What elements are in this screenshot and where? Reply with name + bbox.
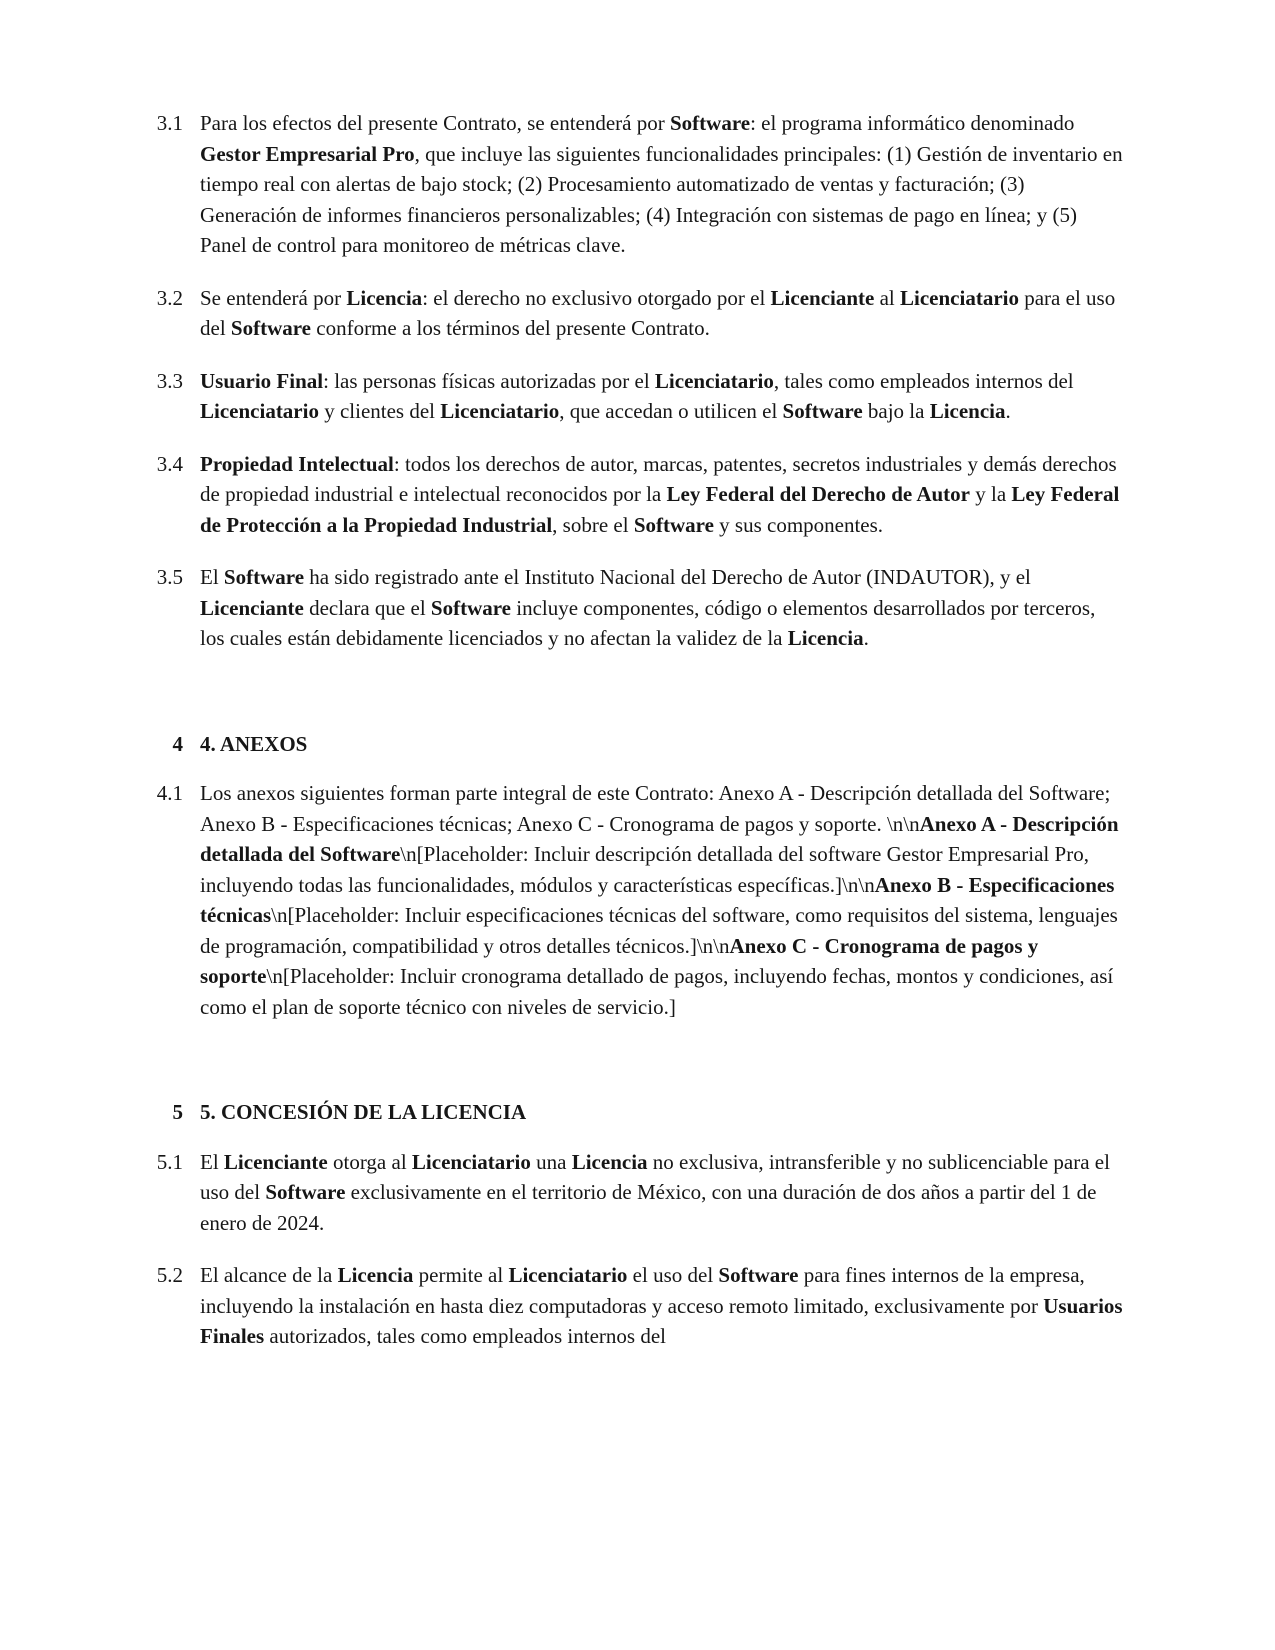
bold-text-run: Software bbox=[230, 316, 311, 340]
clause-number: 4.1 bbox=[156, 781, 183, 805]
text-run: , tales como empleados internos del bbox=[773, 368, 1074, 393]
bold-text-run: Licencia bbox=[787, 626, 864, 650]
section-title bbox=[200, 1097, 1125, 1128]
section-number: 5 bbox=[172, 1100, 183, 1124]
bold-text-run: Software bbox=[265, 1180, 346, 1204]
text-run: , que accedan o utilicen el bbox=[559, 399, 783, 423]
clause-text bbox=[200, 778, 1125, 1022]
bold-text-run: Licenciante bbox=[223, 1149, 328, 1174]
clause bbox=[145, 1260, 1125, 1352]
bold-text-run: Gestor Empresarial Pro bbox=[200, 141, 415, 166]
clause bbox=[145, 1147, 1125, 1239]
text-run: el uso del bbox=[627, 1263, 719, 1287]
section-title bbox=[200, 729, 1125, 760]
bold-text-run: Anexo C - Cronograma de pagos y soporte bbox=[200, 933, 1039, 988]
bold-text-run: Software bbox=[782, 399, 863, 423]
bold-text-run: Anexo B - Especificaciones técnicas bbox=[200, 872, 1115, 927]
section-heading bbox=[145, 1097, 1125, 1128]
clause-text bbox=[200, 366, 1125, 427]
clause bbox=[145, 449, 1125, 541]
text-run: para el uso del bbox=[200, 285, 1116, 340]
bold-text-run: Licenciatario bbox=[508, 1263, 628, 1287]
clause-number: 5.2 bbox=[156, 1263, 183, 1287]
text-run: Para los efectos del presente Contrato, se entenderá por bbox=[200, 111, 670, 135]
text-run: Los anexos siguientes forman parte integral de este Contrato: Anexo A - Descripción detallada del Software; Anexo B - Especificaciones técnicas; Anexo C - Cronograma de pagos y soporte. \n\n bbox=[200, 781, 1111, 836]
text-run: bajo la bbox=[862, 399, 930, 423]
text-run: , que incluye las siguientes funcionalidades principales: (1) Gestión de inventario en tiempo real con alertas de bajo stock; (2) Procesamiento automatizado de ventas y facturación; (3) Generación de informes financieros personalizables; (4) Integración con sistemas de pago en línea; y (5) Panel de control para monitoreo de métricas clave. bbox=[200, 141, 1123, 257]
clause-text bbox=[200, 1147, 1125, 1239]
bold-text-run: 5. CONCESIÓN DE LA LICENCIA bbox=[200, 1100, 527, 1124]
bold-text-run: Licenciatario bbox=[411, 1149, 531, 1174]
bold-text-run: Licencia bbox=[571, 1149, 648, 1174]
text-run: El bbox=[200, 565, 224, 589]
clause bbox=[145, 283, 1125, 344]
text-run: ha sido registrado ante el Instituto Nacional del Derecho de Autor (INDAUTOR), y el bbox=[304, 565, 1031, 589]
clause bbox=[145, 562, 1125, 654]
text-run: : el programa informático denominado bbox=[750, 111, 1075, 135]
text-run: incluye componentes, código o elementos desarrollados por terceros, los cuales están debidamente licenciados y no afectan la validez de la bbox=[200, 595, 1096, 650]
text-run: y la bbox=[969, 482, 1012, 506]
text-run: conforme a los términos del presente Contrato. bbox=[311, 316, 710, 340]
bold-text-run: Licenciatario bbox=[200, 399, 319, 423]
text-run: El alcance de la bbox=[200, 1263, 338, 1287]
bold-text-run: Licencia bbox=[337, 1263, 414, 1287]
clause-number: 3.5 bbox=[156, 565, 183, 589]
section-heading bbox=[145, 729, 1125, 760]
bold-text-run: Licenciatario bbox=[440, 399, 560, 423]
bold-text-run: Ley Federal de Protección a la Propiedad Industrial bbox=[200, 482, 1120, 537]
text-run: no exclusiva, intransferible y no sublicenciable para el uso del bbox=[200, 1149, 1110, 1204]
bold-text-run: Ley Federal del Derecho de Autor bbox=[666, 482, 970, 506]
text-run: . bbox=[863, 626, 869, 650]
clause bbox=[145, 366, 1125, 427]
text-run: Se entenderá por bbox=[200, 285, 347, 310]
text-run: . bbox=[1005, 399, 1011, 423]
bold-text-run: Propiedad Intelectual bbox=[200, 451, 394, 476]
clause-number: 3.3 bbox=[156, 368, 183, 393]
bold-text-run: Usuarios Finales bbox=[200, 1293, 1123, 1348]
text-run: una bbox=[530, 1149, 572, 1174]
text-run: para fines internos de la empresa, incluyendo la instalación en hasta diez computadoras y acceso remoto limitado, exclusivamente por bbox=[200, 1263, 1085, 1318]
bold-text-run: Licenciante bbox=[200, 595, 304, 620]
text-run: autorizados, tales como empleados internos del bbox=[264, 1324, 666, 1348]
clause-text bbox=[200, 108, 1125, 261]
contract-body bbox=[145, 108, 1125, 1352]
clause-text bbox=[200, 449, 1125, 541]
text-run: y clientes del bbox=[318, 399, 441, 423]
text-run: \n[Placeholder: Incluir especificaciones técnicas del software, como requisitos del sistema, lenguajes de programación, compatibilidad y otros detalles técnicos.]\n\n bbox=[200, 903, 1118, 958]
text-run: : las personas físicas autorizadas por el bbox=[323, 368, 655, 393]
bold-text-run: Software bbox=[718, 1263, 799, 1287]
clause-number: 3.2 bbox=[156, 285, 183, 310]
text-run: El bbox=[200, 1149, 224, 1174]
bold-text-run: Usuario Final bbox=[200, 368, 324, 393]
bold-text-run: Software bbox=[430, 595, 511, 620]
text-run: otorga al bbox=[327, 1149, 412, 1174]
bold-text-run: Software bbox=[633, 512, 714, 537]
text-run: : todos los derechos de autor, marcas, patentes, secretos industriales y demás derechos de propiedad industrial e intelectual reconocidos por la bbox=[200, 451, 1117, 506]
text-run: declara que el bbox=[303, 595, 431, 620]
text-run: , sobre el bbox=[552, 512, 634, 537]
clause bbox=[145, 778, 1125, 1022]
bold-text-run: Licencia bbox=[929, 399, 1006, 423]
bold-text-run: Licenciatario bbox=[900, 285, 1019, 310]
bold-text-run: 4. ANEXOS bbox=[200, 731, 308, 756]
text-run: al bbox=[874, 285, 901, 310]
clause-text bbox=[200, 562, 1125, 654]
bold-text-run: Licenciatario bbox=[654, 368, 774, 393]
text-run: y sus componentes. bbox=[713, 512, 884, 537]
clause-number: 3.4 bbox=[156, 451, 183, 476]
clause-number: 5.1 bbox=[156, 1149, 183, 1174]
bold-text-run: Software bbox=[223, 565, 305, 589]
clause bbox=[145, 108, 1125, 261]
text-run: \n[Placeholder: Incluir descripción detallada del software Gestor Empresarial Pro, incluyendo todas las funcionalidades, módulos y características específicas.]\n\n bbox=[200, 842, 1089, 897]
text-run: \n[Placeholder: Incluir cronograma detallado de pagos, incluyendo fechas, montos y condiciones, así como el plan de soporte técnico con niveles de servicio.] bbox=[200, 964, 1114, 1019]
text-run: permite al bbox=[413, 1263, 509, 1287]
bold-text-run: Software bbox=[670, 111, 751, 135]
clause-number: 3.1 bbox=[156, 111, 183, 135]
section-number: 4 bbox=[172, 731, 183, 756]
bold-text-run: Anexo A - Descripción detallada del Software bbox=[200, 811, 1119, 866]
clause-text bbox=[200, 283, 1125, 344]
clause-text bbox=[200, 1260, 1125, 1352]
bold-text-run: Licenciante bbox=[770, 285, 875, 310]
text-run: : el derecho no exclusivo otorgado por el bbox=[422, 285, 771, 310]
bold-text-run: Licencia bbox=[346, 285, 423, 310]
text-run: exclusivamente en el territorio de México, con una duración de dos años a partir del 1 de enero de 2024. bbox=[200, 1180, 1097, 1235]
